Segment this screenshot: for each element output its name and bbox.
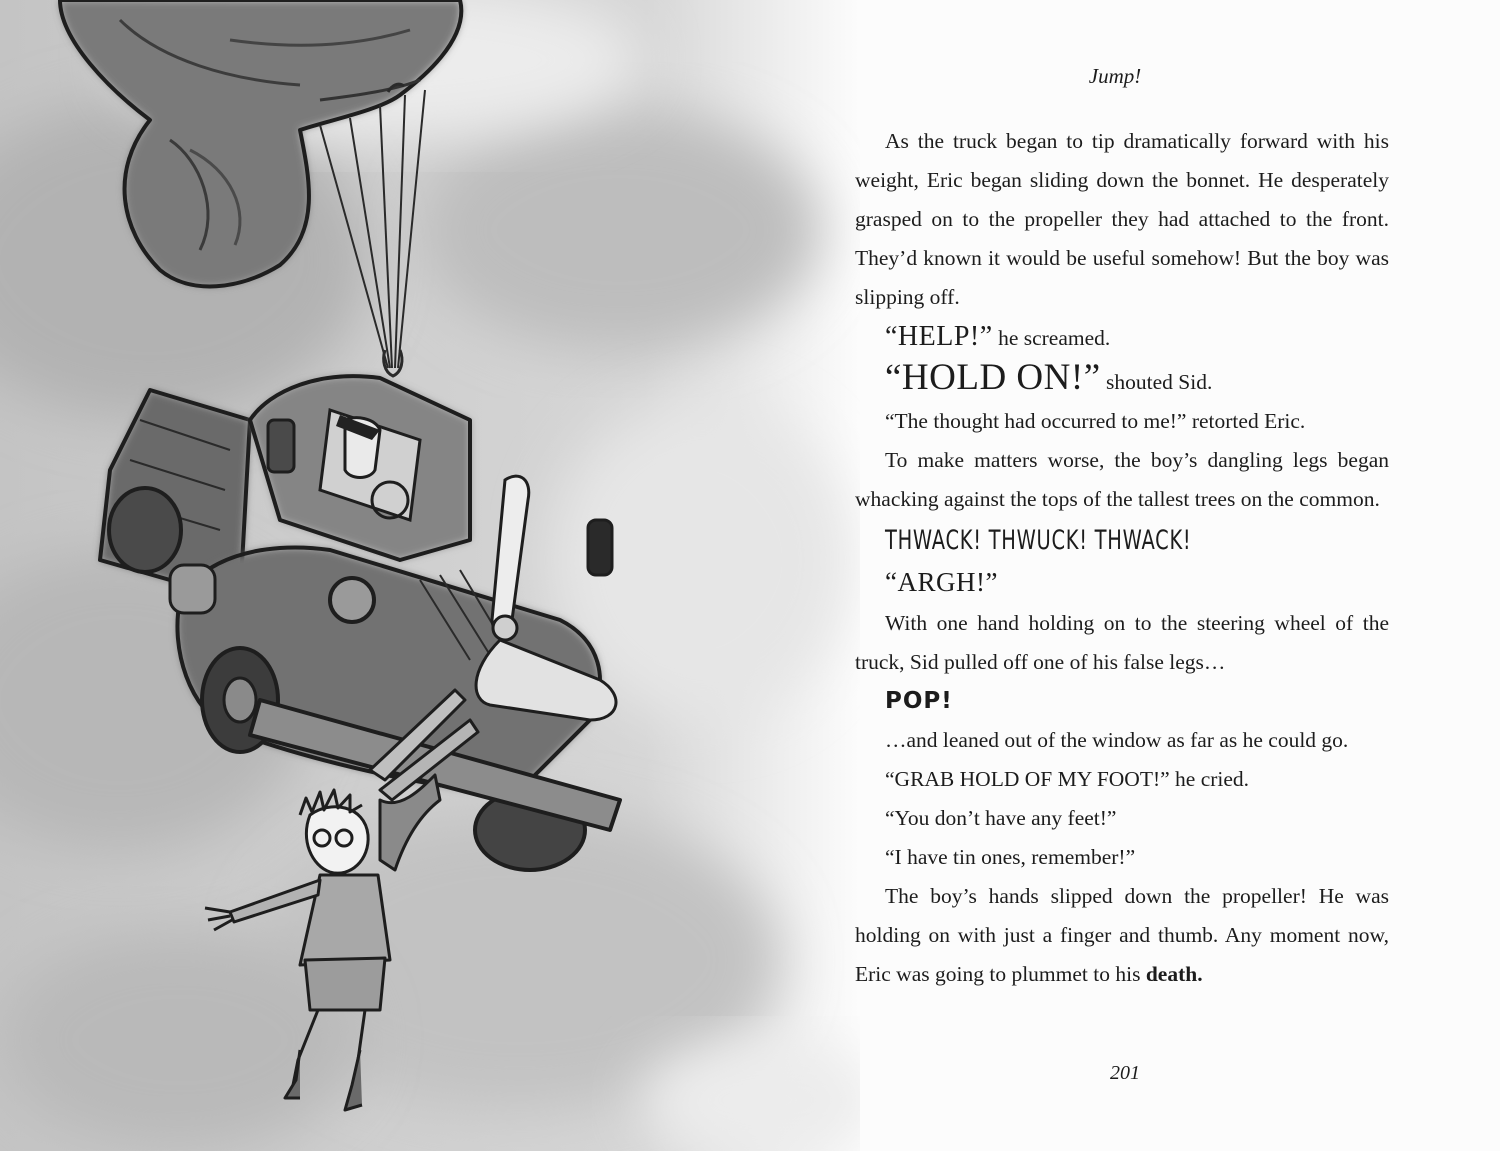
pop-line bbox=[855, 682, 1389, 721]
help-line bbox=[855, 317, 1389, 358]
paragraph-9: “You don’t have any feet!” bbox=[885, 806, 1117, 830]
paragraph-6: With one hand holding on to the steering wheel of the truck, Sid pulled off one of his false legs… bbox=[855, 611, 1389, 674]
thwack-sfx: THWACK! THWUCK! THWACK! bbox=[885, 525, 1192, 556]
paragraph-11 bbox=[855, 877, 1389, 994]
holdon-shout: “HOLD ON!” bbox=[885, 357, 1101, 398]
page-number: 201 bbox=[1110, 1062, 1140, 1084]
holdon-line bbox=[855, 358, 1389, 402]
paragraph-10: “I have tin ones, remember!” bbox=[885, 845, 1136, 869]
thwack-line bbox=[855, 519, 1389, 563]
help-shout: “HELP!” bbox=[885, 321, 993, 352]
running-header: Jump! bbox=[1088, 64, 1142, 88]
argh-line bbox=[855, 563, 1389, 604]
paragraph-5: To make matters worse, the boy’s dangling legs began whacking against the tops of the tallest trees on the common. bbox=[855, 448, 1389, 511]
argh-shout: “ARGH!” bbox=[885, 567, 998, 597]
holdon-rest: shouted Sid. bbox=[1100, 370, 1213, 394]
story-text bbox=[855, 122, 1389, 994]
paragraph-1: As the truck began to tip dramatically forward with his weight, Eric began sliding down the bonnet. He desperately grasped on to the propeller they had attached to the front. They’d known it would be useful somehow! But the boy was slipping off. bbox=[855, 129, 1389, 309]
paragraph-11-text: The boy’s hands slipped down the propeller! He was holding on with just a finger and thumb. Any moment now, Eric was going to plummet to his bbox=[855, 884, 1389, 986]
paragraph-7: …and leaned out of the window as far as he could go. bbox=[885, 728, 1349, 752]
help-rest: he screamed. bbox=[992, 326, 1111, 350]
paragraph-8: “GRAB HOLD OF MY FOOT!” he cried. bbox=[885, 767, 1250, 791]
pop-sfx: POP! bbox=[885, 688, 953, 714]
paragraph-4: “The thought had occurred to me!” retorted Eric. bbox=[885, 409, 1306, 433]
paragraph-11-bold: death. bbox=[1145, 962, 1203, 986]
